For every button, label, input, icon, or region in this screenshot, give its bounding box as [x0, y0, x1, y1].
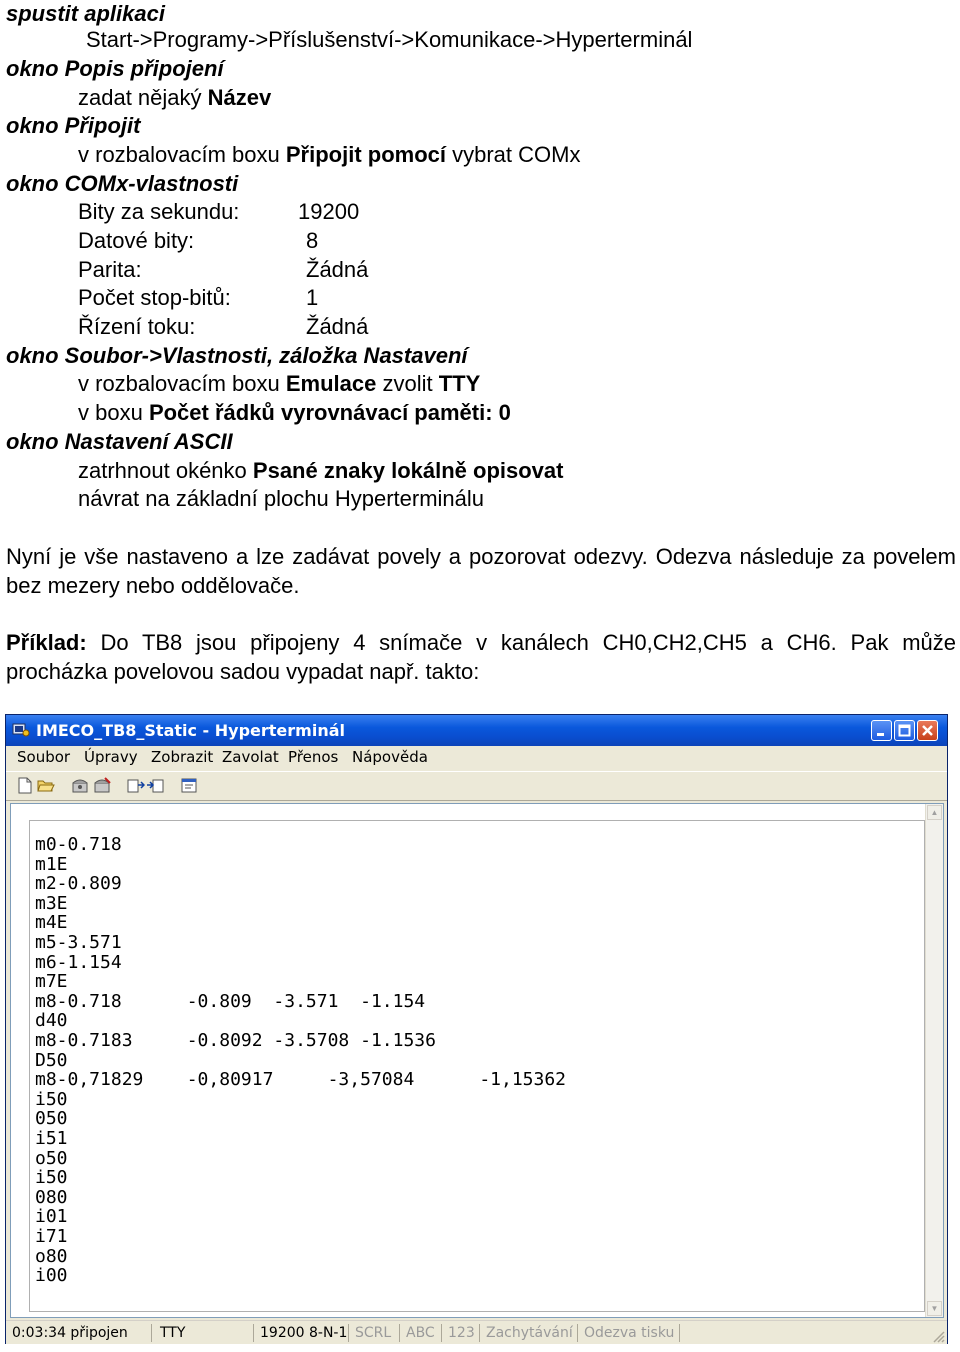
setting-value: Žádná	[306, 257, 369, 282]
terminal-line: m1E	[35, 854, 68, 875]
hyperterminal-app-icon	[12, 722, 30, 738]
status-connection-time: 0:03:34 připojen	[8, 1324, 152, 1342]
terminal-line: i50	[35, 1167, 68, 1188]
step-heading: okno Soubor->Vlastnosti, záložka Nastavení	[6, 343, 468, 368]
terminal-screen[interactable]	[29, 820, 925, 1312]
properties-icon[interactable]	[180, 777, 198, 794]
toolbar	[6, 771, 947, 801]
receive-icon[interactable]	[146, 777, 164, 794]
terminal-line: D50	[35, 1050, 68, 1071]
setting-value: Žádná	[306, 314, 369, 339]
terminal-line: m6-1.154	[35, 952, 122, 973]
new-file-icon[interactable]	[16, 777, 34, 794]
step-text: v boxu Počet řádků vyrovnávací paměti: 0	[78, 400, 511, 425]
terminal-line: m3E	[35, 893, 68, 914]
step-text: zadat nějaký Název	[78, 85, 272, 110]
setting-label: Počet stop-bitů:	[78, 285, 231, 310]
status-emulation: TTY	[156, 1324, 254, 1342]
title-bar[interactable]	[6, 715, 947, 746]
menu-bar	[6, 746, 947, 770]
terminal-line: 050	[35, 1108, 68, 1129]
example-paragraph: Příklad: Do TB8 jsou připojeny 4 snímače v kanálech CH0,CH2,CH5 a CH6. Pak může procházka povelovou sadou vypadat např. takto:	[6, 630, 956, 684]
status-print-echo: Odezva tisku	[580, 1324, 680, 1342]
terminal-line: 080	[35, 1187, 68, 1208]
setting-label: Datové bity:	[78, 228, 195, 253]
status-caps-lock: ABC	[402, 1324, 442, 1342]
terminal-line: i50	[35, 1089, 68, 1110]
setting-label: Bity za sekundu:	[78, 199, 240, 224]
step-text: v rozbalovacím boxu Připojit pomocí vybrat COMx	[78, 142, 581, 167]
status-bar	[6, 1320, 947, 1344]
maximize-button[interactable]	[894, 720, 915, 741]
send-icon[interactable]	[127, 777, 145, 794]
step-text: v rozbalovacím boxu Emulace zvolit TTY	[78, 371, 481, 396]
step-heading: spustit aplikaci	[6, 1, 165, 26]
maximize-icon	[895, 721, 914, 740]
menu-napoveda[interactable]: Nápověda	[352, 748, 428, 766]
terminal-line: m5-3.571	[35, 932, 122, 953]
terminal-line: i01	[35, 1206, 68, 1227]
terminal-line: o80	[35, 1246, 68, 1267]
menu-soubor[interactable]: Soubor	[17, 748, 71, 766]
terminal-line: m0-0.718	[35, 834, 122, 855]
terminal-area[interactable]	[10, 803, 944, 1318]
terminal-line: o50	[35, 1148, 68, 1169]
status-scroll-lock: SCRL	[351, 1324, 400, 1342]
terminal-line: m2-0.809	[35, 873, 122, 894]
minimize-icon	[872, 721, 891, 740]
terminal-line: i71	[35, 1226, 68, 1247]
menu-path: Start->Programy->Příslušenství->Komunikace->Hyperterminál	[86, 27, 693, 52]
step-text: zatrhnout okénko Psané znaky lokálně opisovat	[78, 458, 564, 483]
vertical-scrollbar[interactable]	[925, 804, 943, 1317]
step-heading: okno Připojit	[6, 113, 141, 138]
step-heading: okno Popis připojení	[6, 56, 224, 81]
status-capture: Zachytávání	[482, 1324, 578, 1342]
paragraph: Nyní je vše nastaveno a lze zadávat povely a pozorovat odezvy. Odezva následuje za povelem bez mezery nebo oddělovače.	[6, 544, 956, 598]
setting-value: 1	[306, 285, 319, 310]
open-folder-icon[interactable]	[37, 777, 55, 794]
resize-grip-icon[interactable]	[931, 1329, 945, 1343]
terminal-line: i00	[35, 1265, 68, 1286]
setting-value: 19200	[298, 199, 360, 224]
hyperterminal-window	[5, 714, 948, 1344]
status-num-lock: 123	[444, 1324, 480, 1342]
menu-zavolat[interactable]: Zavolat	[222, 748, 279, 766]
setting-label: Parita:	[78, 257, 142, 282]
setting-label: Řízení toku:	[78, 314, 196, 339]
status-port-settings: 19200 8-N-1	[256, 1324, 349, 1342]
setting-value: 8	[306, 228, 319, 253]
terminal-line: m8-0.718 -0.809 -3.571 -1.154	[35, 991, 426, 1012]
minimize-button[interactable]	[871, 720, 892, 741]
terminal-line: m8-0.7183 -0.8092 -3.5708 -1.1536	[35, 1030, 436, 1051]
phone-icon[interactable]	[71, 777, 89, 794]
menu-zobrazit[interactable]: Zobrazit	[151, 748, 214, 766]
terminal-line: m4E	[35, 912, 68, 933]
step-heading: okno Nastavení ASCII	[6, 429, 233, 454]
terminal-line: i51	[35, 1128, 68, 1149]
terminal-line: m8-0,71829 -0,80917 -3,57084 -1,15362	[35, 1069, 567, 1090]
step-text: návrat na základní plochu Hyperterminálu	[78, 486, 485, 511]
step-heading: okno COMx-vlastnosti	[6, 171, 239, 196]
close-button[interactable]	[917, 720, 938, 741]
menu-prenos[interactable]: Přenos	[288, 748, 339, 766]
window-title: IMECO_TB8_Static - Hyperterminál	[36, 721, 345, 740]
disconnect-icon[interactable]	[93, 777, 111, 794]
terminal-line: d40	[35, 1010, 68, 1031]
terminal-line: m7E	[35, 971, 68, 992]
scroll-down-icon[interactable]: ▼	[927, 1301, 942, 1316]
scroll-up-icon[interactable]: ▲	[927, 805, 942, 820]
menu-upravy[interactable]: Úpravy	[84, 748, 138, 766]
close-icon	[918, 721, 937, 740]
